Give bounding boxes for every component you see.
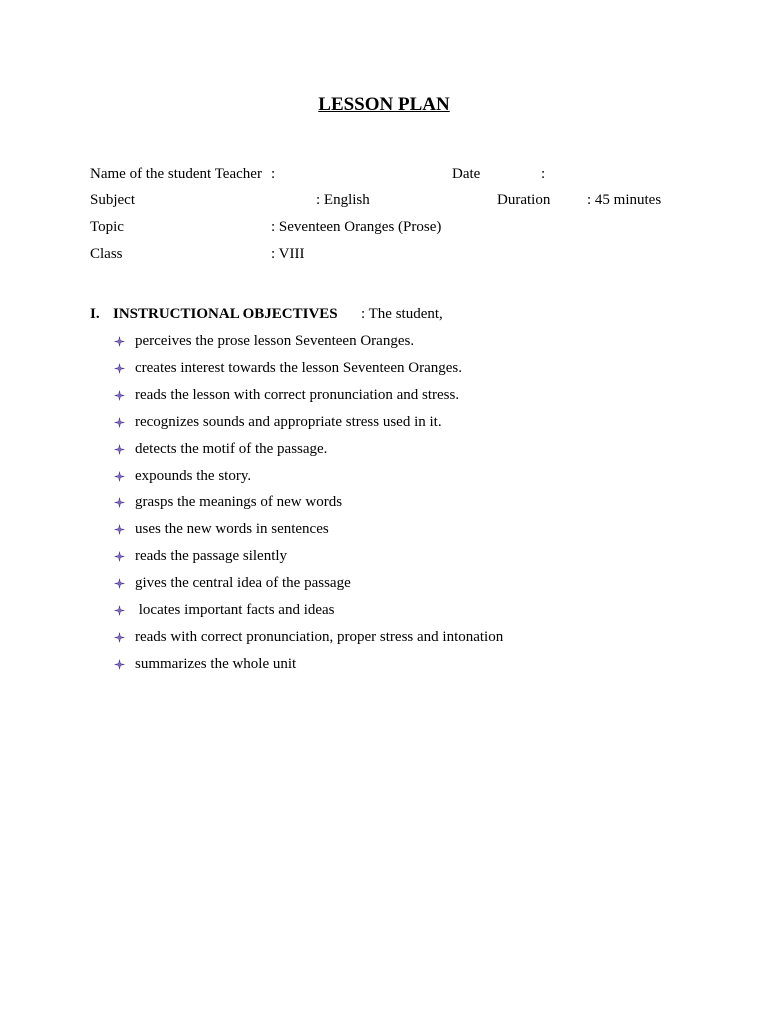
page-title: LESSON PLAN <box>318 94 450 115</box>
four-point-star-bullet-icon <box>114 363 125 374</box>
section-heading: INSTRUCTIONAL OBJECTIVES <box>113 306 338 322</box>
section-suffix: : The student, <box>361 306 443 322</box>
list-item: detects the motif of the passage. <box>135 441 328 457</box>
list-item: gives the central idea of the passage <box>135 575 351 591</box>
four-point-star-bullet-icon <box>114 632 125 643</box>
topic-label: Topic <box>90 219 124 235</box>
list-item: recognizes sounds and appropriate stress used in it. <box>135 414 442 430</box>
list-item: perceives the prose lesson Seventeen Oranges. <box>135 333 415 349</box>
date-colon: : <box>541 166 546 182</box>
topic-value: : Seventeen Oranges (Prose) <box>271 219 442 235</box>
teacher-label: Name of the student Teacher <box>90 166 262 182</box>
list-item: uses the new words in sentences <box>135 521 329 537</box>
four-point-star-bullet-icon <box>114 605 125 616</box>
list-item: locates important facts and ideas <box>135 602 335 618</box>
four-point-star-bullet-icon <box>114 524 125 535</box>
teacher-colon: : <box>271 166 276 182</box>
four-point-star-bullet-icon <box>114 444 125 455</box>
list-item: grasps the meanings of new words <box>135 494 343 510</box>
list-item: reads the lesson with correct pronunciation and stress. <box>135 387 460 403</box>
list-item: reads with correct pronunciation, proper stress and intonation <box>135 629 504 645</box>
list-item: reads the passage silently <box>135 548 288 564</box>
four-point-star-bullet-icon <box>114 551 125 562</box>
class-value: : VIII <box>271 246 305 262</box>
subject-label: Subject <box>90 192 135 208</box>
four-point-star-bullet-icon <box>114 578 125 589</box>
four-point-star-bullet-icon <box>114 336 125 347</box>
list-item: expounds the story. <box>135 468 252 484</box>
four-point-star-bullet-icon <box>114 417 125 428</box>
date-label: Date <box>452 166 481 182</box>
duration-label: Duration <box>497 192 551 208</box>
four-point-star-bullet-icon <box>114 390 125 401</box>
four-point-star-bullet-icon <box>114 471 125 482</box>
list-item: creates interest towards the lesson Seventeen Oranges. <box>135 360 462 376</box>
four-point-star-bullet-icon <box>114 659 125 670</box>
duration-value: : 45 minutes <box>587 192 662 208</box>
section-number: I. <box>90 306 100 322</box>
class-label: Class <box>90 246 123 262</box>
list-item: summarizes the whole unit <box>135 656 297 672</box>
four-point-star-bullet-icon <box>114 497 125 508</box>
subject-value: : English <box>316 192 370 208</box>
